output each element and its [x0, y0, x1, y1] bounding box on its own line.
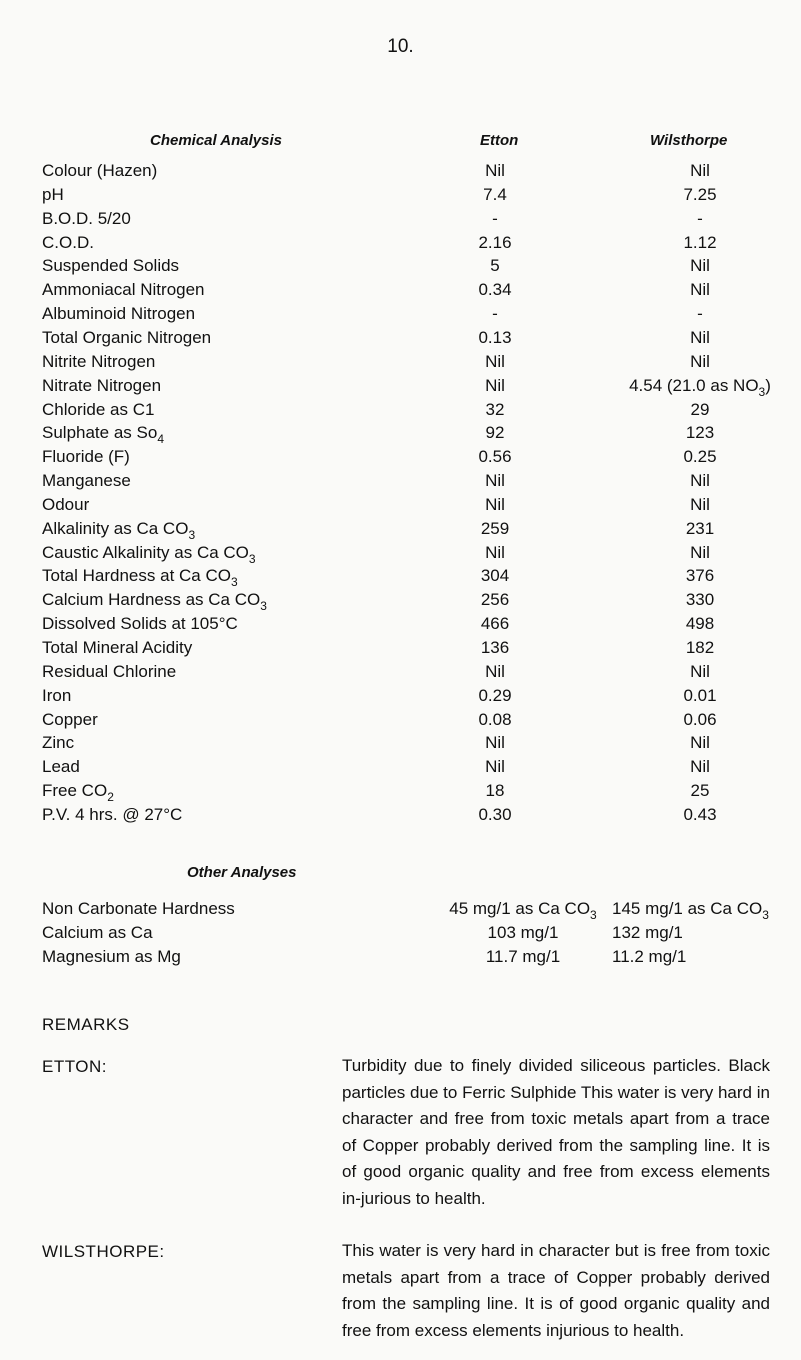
etton-value: Nil — [485, 757, 505, 777]
row-label: Free $CO_2$ — [42, 781, 114, 805]
wilsthorpe-value: 25 — [690, 781, 710, 801]
row-label: Calcium Hardness as Ca $CO_3$ — [42, 590, 267, 614]
remarks-etton-label: ETTON: — [42, 1057, 108, 1076]
etton-value: 11.7 mg/1 — [485, 947, 561, 966]
row-label: Lead — [42, 757, 80, 777]
wilsthorpe-value: 123 — [685, 423, 715, 443]
row-label: Nitrate Nitrogen — [42, 375, 162, 395]
row-label: Calcium as Ca — [42, 923, 153, 942]
table-row — [0, 255, 801, 281]
etton-value: 7.4 — [483, 184, 507, 204]
row-label: Colour (Hazen) — [42, 161, 158, 180]
table-row — [0, 160, 801, 186]
wilsthorpe-value: Nil — [690, 256, 710, 276]
row-label: Magnesium as Mg — [42, 947, 181, 966]
wilsthorpe-value: Nil — [690, 351, 710, 371]
row-label: Non Carbonate Hardness — [42, 899, 235, 918]
etton-value: 32 — [485, 399, 505, 419]
table-row — [0, 661, 801, 687]
other-analyses-heading: Other Analyses — [187, 864, 297, 881]
etton-value: 0.08 — [478, 709, 512, 729]
wilsthorpe-value: 145 mg/1 as Ca $CO_3$ — [612, 899, 769, 922]
remarks-wilsthorpe-text: This water is very hard in character but is free from toxic metals apart from a trace of Copper probably derived from the sampling line. It is of good organic quality and free from excess elements injurious to health. — [342, 1241, 770, 1340]
etton-value: 2.16 — [478, 232, 512, 252]
etton-value: 103 mg/1 — [487, 923, 559, 942]
etton-value: - — [492, 304, 498, 324]
page-number: 10. — [387, 36, 414, 57]
row-label: Suspended Solids — [42, 256, 180, 276]
table-row — [0, 446, 801, 472]
wilsthorpe-value: Nil — [690, 327, 710, 347]
row-label: Dissolved Solids at 105°C — [42, 614, 238, 634]
etton-value: 259 — [480, 518, 510, 538]
wilsthorpe-value: 0.01 — [683, 685, 717, 705]
row-label: Alkalinity as Ca $CO_3$ — [42, 518, 196, 542]
etton-value: 466 — [480, 614, 510, 634]
row-label: Sulphate as $So_4$ — [42, 423, 164, 447]
etton-value: 45 mg/1 as Ca $CO_3$ — [449, 899, 597, 922]
etton-value: 304 — [480, 566, 510, 586]
row-label: Total Mineral Acidity — [42, 638, 193, 657]
wilsthorpe-value: Nil — [690, 661, 710, 681]
table-row — [0, 780, 801, 806]
table-row — [0, 303, 801, 329]
wilsthorpe-value: Nil — [690, 733, 710, 753]
wilsthorpe-value: 376 — [685, 566, 715, 586]
wilsthorpe-value: 0.06 — [683, 709, 717, 729]
wilsthorpe-value: 182 — [685, 638, 715, 657]
header-chemical-analysis: Chemical Analysis — [150, 132, 283, 149]
table-row — [0, 422, 801, 448]
table-row — [0, 589, 801, 615]
etton-value: 0.56 — [478, 447, 512, 467]
row-label: pH — [42, 184, 64, 204]
remarks-wilsthorpe-label: WILSTHORPE: — [42, 1242, 165, 1261]
wilsthorpe-value: 231 — [685, 518, 715, 538]
row-label: Caustic Alkalinity as Ca $CO_3$ — [42, 542, 256, 566]
table-row — [0, 351, 801, 377]
table-row — [0, 613, 801, 639]
row-label: Chloride as C1 — [42, 399, 155, 419]
wilsthorpe-value: Nil — [690, 280, 710, 300]
row-label: Total Hardness at Ca $CO_3$ — [42, 566, 238, 590]
table-row — [0, 732, 801, 758]
wilsthorpe-value: Nil — [690, 542, 710, 562]
table-row — [0, 565, 801, 591]
table-row — [0, 232, 801, 258]
table-row — [0, 470, 801, 496]
wilsthorpe-value: 498 — [685, 614, 715, 634]
table-row — [0, 494, 801, 520]
table-row — [0, 518, 801, 544]
etton-value: Nil — [485, 542, 505, 562]
row-label: Nitrite Nitrogen — [42, 351, 156, 371]
etton-value: Nil — [485, 661, 505, 681]
row-label: Albuminoid Nitrogen — [42, 304, 196, 324]
row-label: Zinc — [42, 733, 75, 753]
table-row — [0, 327, 801, 353]
header-etton: Etton — [480, 132, 519, 149]
etton-value: - — [492, 208, 498, 228]
table-row — [0, 208, 801, 234]
table-row — [0, 375, 801, 401]
etton-value: 136 — [480, 638, 510, 657]
wilsthorpe-value: 1.12 — [683, 232, 717, 252]
remarks-heading: REMARKS — [42, 1015, 130, 1034]
row-label: P.V. 4 hrs. @ 27°C — [42, 804, 183, 824]
wilsthorpe-value: Nil — [690, 494, 710, 514]
etton-value: 0.29 — [478, 685, 512, 705]
etton-value: Nil — [485, 375, 505, 395]
other-analyses-row — [0, 898, 801, 924]
table-row — [0, 279, 801, 305]
wilsthorpe-value: 132 mg/1 — [612, 923, 683, 942]
row-label: Iron — [42, 685, 72, 705]
row-label: Ammoniacal Nitrogen — [42, 280, 205, 300]
wilsthorpe-value: Nil — [690, 471, 710, 491]
etton-value: Nil — [485, 471, 505, 491]
header-wilsthorpe: Wilsthorpe — [650, 132, 728, 149]
other-analyses-row — [0, 922, 801, 948]
table-row — [0, 542, 801, 568]
table-row — [0, 399, 801, 425]
table-row — [0, 637, 801, 663]
table-row — [0, 685, 801, 711]
row-label: Odour — [42, 494, 90, 514]
wilsthorpe-value: 0.43 — [683, 804, 717, 824]
row-label: Copper — [42, 709, 98, 729]
table-row — [0, 709, 801, 735]
wilsthorpe-value: Nil — [690, 757, 710, 777]
wilsthorpe-value: 330 — [685, 590, 715, 610]
etton-value: Nil — [485, 494, 505, 514]
wilsthorpe-value: 4.54 (21.0 as $NO_3$) — [629, 375, 771, 399]
wilsthorpe-value: - — [697, 304, 703, 324]
wilsthorpe-value: 7.25 — [683, 184, 717, 204]
row-label: Total Organic Nitrogen — [42, 327, 212, 347]
row-label: B.O.D. 5/20 — [42, 208, 131, 228]
table-row — [0, 756, 801, 782]
etton-value: Nil — [485, 161, 505, 180]
etton-value: 0.13 — [478, 327, 512, 347]
wilsthorpe-value: - — [697, 208, 703, 228]
etton-value: 5 — [490, 256, 500, 276]
wilsthorpe-value: Nil — [690, 161, 710, 180]
etton-value: Nil — [485, 351, 505, 371]
wilsthorpe-value: 0.25 — [683, 447, 717, 467]
row-label: Fluoride (F) — [42, 447, 130, 467]
etton-value: 0.34 — [478, 280, 512, 300]
etton-value: 256 — [480, 590, 510, 610]
wilsthorpe-value: 11.2 mg/1 — [612, 947, 687, 966]
table-row — [0, 184, 801, 210]
row-label: C.O.D. — [42, 232, 94, 252]
row-label: Residual Chlorine — [42, 661, 177, 681]
etton-value: 0.30 — [478, 804, 512, 824]
other-analyses-row — [0, 946, 801, 972]
etton-value: 18 — [485, 781, 505, 801]
row-label: Manganese — [42, 471, 131, 491]
remarks-etton-text: Turbidity due to finely divided siliceous particles. Black particles due to Ferric Sulphide This water is very hard in character and free from toxic metals apart from a trace of Copper probably derived from the sampling line. It is of good organic quality and free from excess elements in-jurious to health. — [342, 1056, 770, 1208]
wilsthorpe-value: 29 — [690, 399, 710, 419]
etton-value: 92 — [485, 423, 505, 443]
table-row — [0, 804, 801, 830]
etton-value: Nil — [485, 733, 505, 753]
